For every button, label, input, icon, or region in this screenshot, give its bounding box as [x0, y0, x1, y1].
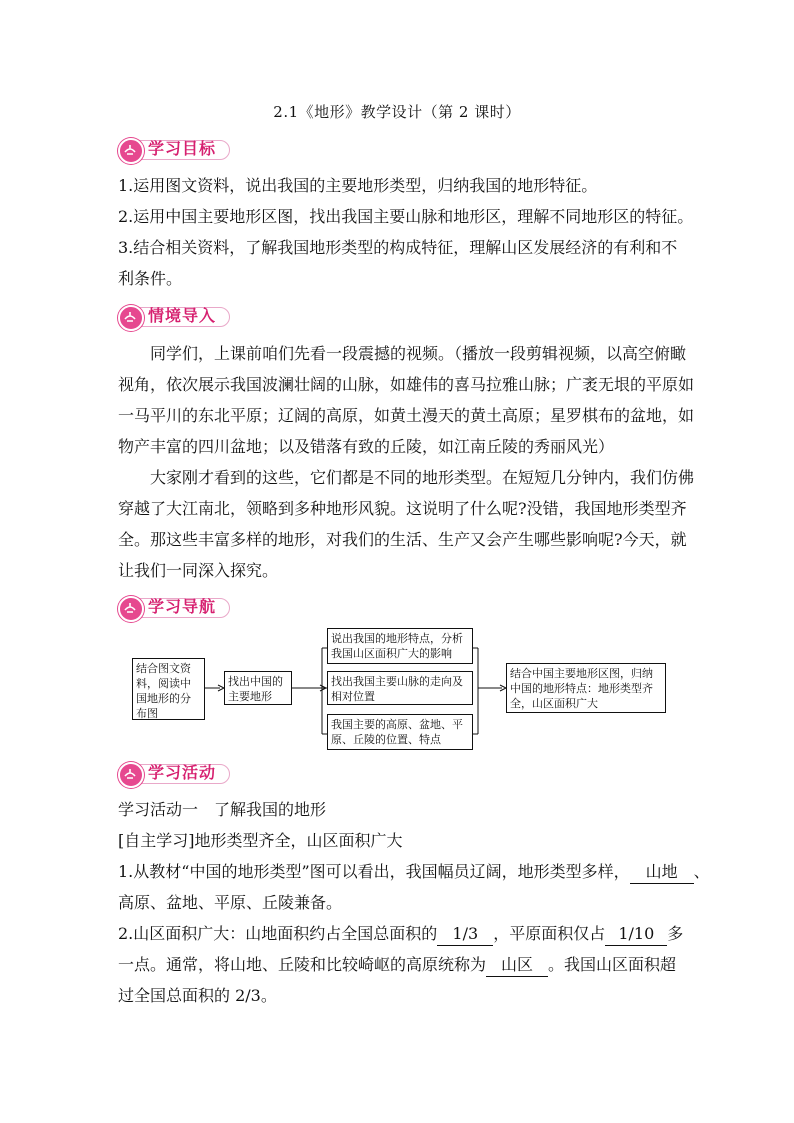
question-1: 1.从教材“中国的地形类型”图可以看出，我国幅员辽阔，地形类型多样， 山地 、	[118, 856, 680, 887]
section-header-goals	[118, 138, 228, 160]
question-2-cont: 过全国总面积的 2/3。	[118, 986, 277, 1005]
section-badge-icon	[118, 138, 144, 164]
goals-list	[118, 170, 694, 294]
learning-flow-diagram	[132, 626, 672, 754]
goal-item: 1.运用图文资料，说出我国的主要地形类型，归纳我国的地形特征。	[118, 176, 598, 195]
flow-box-find-terrain: 找出中国的主要地形	[224, 671, 292, 705]
section-header-activity	[118, 762, 228, 784]
answer-blank: 1/3	[437, 923, 493, 946]
activity-text	[118, 794, 710, 1011]
section-label: 学习导航	[148, 597, 217, 616]
section-badge-icon	[118, 596, 144, 622]
activity-subheading: [自主学习]地形类型齐全，山区面积广大	[118, 831, 403, 850]
page-title: 2.1《地形》教学设计（第 2 课时）	[273, 103, 521, 121]
intro-text	[118, 338, 695, 586]
section-label: 学习活动	[148, 763, 217, 782]
section-header-intro	[118, 305, 228, 327]
intro-line: 一马平川的东北平原；辽阔的高原，如黄土漫天的黄土高原；星罗棋布的盆地，如	[118, 406, 695, 425]
intro-line: 穿越了大江南北，领略到多种地形风貌。这说明了什么呢?没错，我国地形类型齐	[118, 499, 687, 518]
intro-line: 全。那这些丰富多样的地形，对我们的生活、生产又会产生哪些影响呢?今天，就	[118, 530, 687, 549]
flow-box-read-map: 结合图文资料，阅读中国地形的分布图	[132, 658, 205, 720]
activity-heading: 学习活动一 了解我国的地形	[118, 800, 327, 819]
answer-blank: 1/10	[605, 923, 667, 946]
intro-line: 大家刚才看到的这些，它们都是不同的地形类型。在短短几分钟内，我们仿佛	[150, 468, 695, 487]
flow-box-terrain-features: 说出我国的地形特点，分析我国山区面积广大的影响	[327, 628, 473, 664]
section-header-nav	[118, 596, 228, 618]
goal-item: 利条件。	[118, 269, 183, 288]
goal-item: 3.结合相关资料，了解我国地形类型的构成特征，理解山区发展经济的有利和不	[118, 238, 678, 257]
question-2-cont: 一点。通常，将山地、丘陵和比较崎岖的高原统称为 山区 。我国山区面积超	[118, 949, 680, 980]
section-label: 情境导入	[148, 306, 217, 325]
intro-line: 让我们一同深入探究。	[118, 561, 279, 580]
flow-box-mountain-direction: 找出我国主要山脉的走向及相对位置	[327, 671, 473, 705]
section-label: 学习目标	[148, 139, 217, 158]
section-badge-icon	[118, 762, 144, 788]
intro-line: 视角，依次展示我国波澜壮阔的山脉，如雄伟的喜马拉雅山脉；广袤无垠的平原如	[118, 375, 695, 394]
section-badge-icon	[118, 305, 144, 331]
intro-line: 同学们，上课前咱们先看一段震撼的视频。（播放一段剪辑视频，以高空俯瞰	[150, 344, 687, 363]
flow-box-summary: 结合中国主要地形区图，归纳中国的地形特点：地形类型齐全，山区面积广大	[506, 663, 666, 713]
answer-blank: 山地	[630, 861, 694, 884]
question-1-cont: 高原、盆地、平原、丘陵兼备。	[118, 893, 343, 912]
question-2: 2.山区面积广大：山地面积约占全国总面积的 1/3 ，平原面积仅占 1/10 多	[118, 918, 680, 949]
goal-item: 2.运用中国主要地形区图，找出我国主要山脉和地形区，理解不同地形区的特征。	[118, 207, 694, 226]
flow-box-landform-locations: 我国主要的高原、盆地、平原、丘陵的位置、特点	[327, 714, 473, 750]
answer-blank: 山区	[486, 954, 548, 977]
intro-line: 物产丰富的四川盆地；以及错落有致的丘陵，如江南丘陵的秀丽风光）	[118, 437, 615, 456]
